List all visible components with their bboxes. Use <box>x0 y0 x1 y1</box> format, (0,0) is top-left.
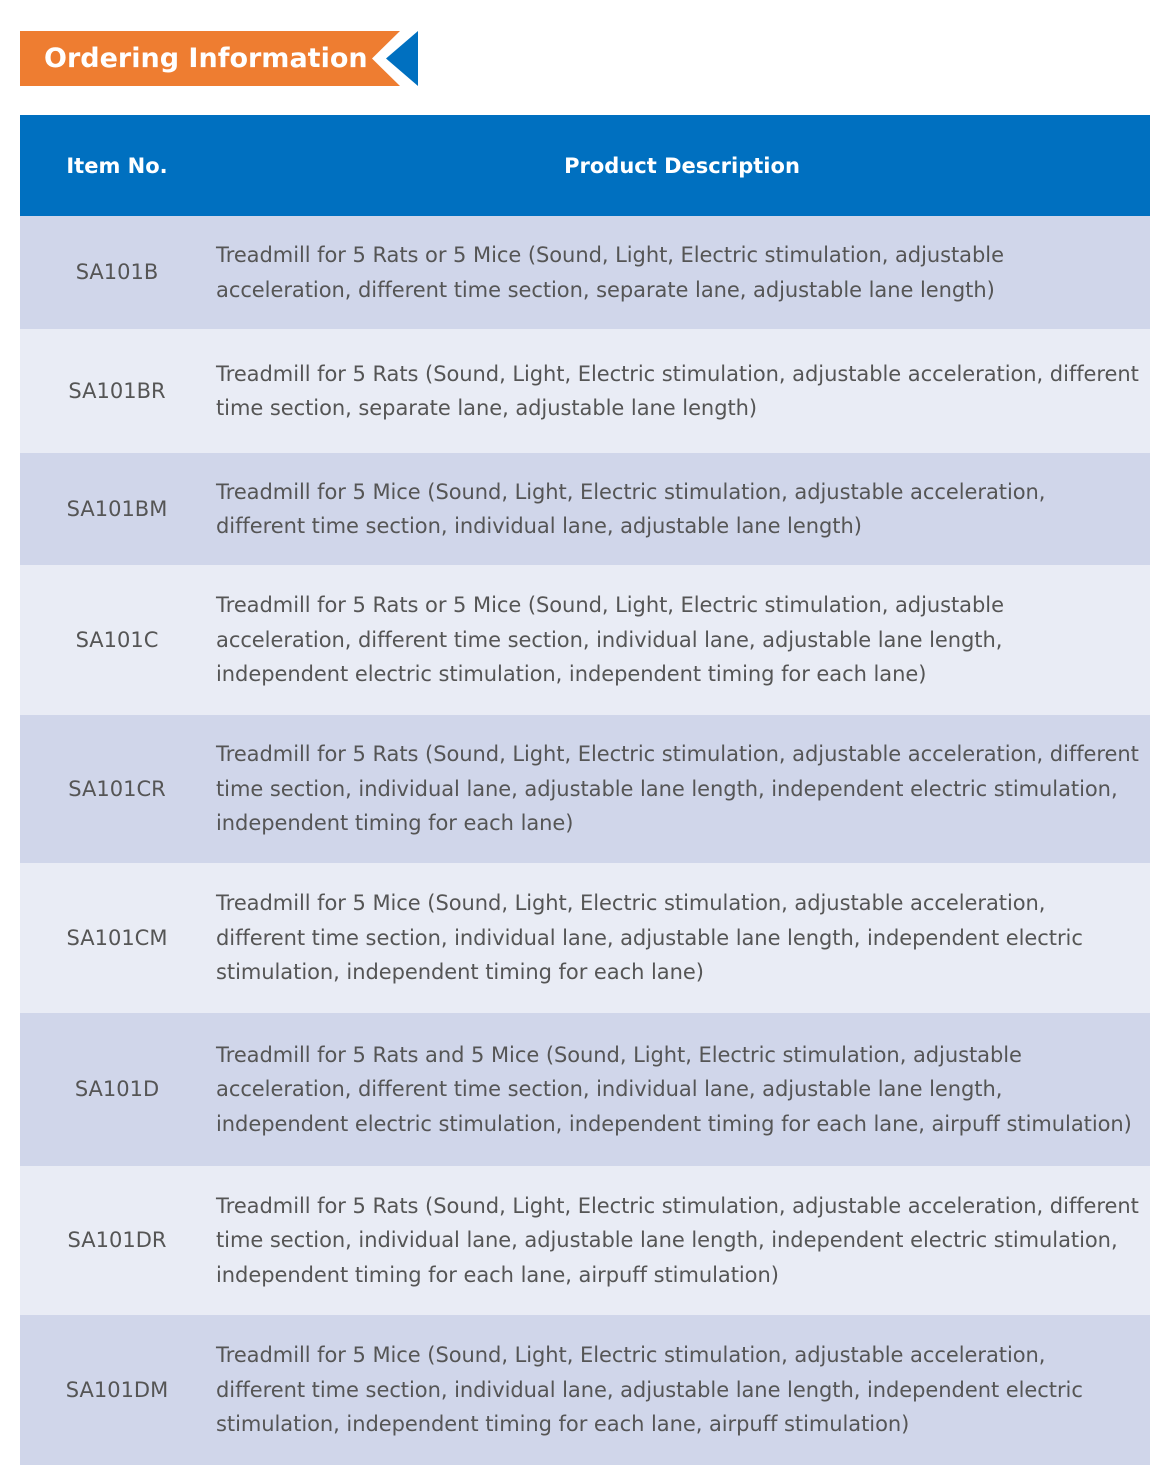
item-number: SA101D <box>20 1013 214 1166</box>
product-description: Treadmill for 5 Rats (Sound, Light, Electric stimulation, adjustable acceleration, different time section, separate lane, adjustable lane length) <box>214 329 1150 453</box>
item-number: SA101DM <box>20 1315 214 1465</box>
table-row <box>20 453 1150 565</box>
item-number: SA101BM <box>20 453 214 565</box>
column-header-description: Product Description <box>214 115 1150 216</box>
page-title: Ordering Information <box>44 43 368 74</box>
table-row <box>20 715 1150 863</box>
table-row <box>20 1013 1150 1166</box>
product-description: Treadmill for 5 Rats and 5 Mice (Sound, Light, Electric stimulation, adjustable acceleration, different time section, individual lane, adjustable lane length, independent electric stimulation, independent timing for each lane, airpuff stimulation) <box>214 1013 1150 1166</box>
table-row <box>20 565 1150 715</box>
table-row <box>20 863 1150 1013</box>
product-description: Treadmill for 5 Rats or 5 Mice (Sound, Light, Electric stimulation, adjustable acceleration, different time section, separate lane, adjustable lane length) <box>214 216 1150 329</box>
product-description: Treadmill for 5 Rats (Sound, Light, Electric stimulation, adjustable acceleration, different time section, individual lane, adjustable lane length, independent electric stimulation, independent timing for each lane, airpuff stimulation) <box>214 1166 1150 1315</box>
product-description: Treadmill for 5 Mice (Sound, Light, Electric stimulation, adjustable acceleration, different time section, individual lane, adjustable lane length, independent electric stimulation, independent timing for each lane) <box>214 863 1150 1013</box>
column-header-item-no: Item No. <box>20 115 214 216</box>
section-banner <box>20 31 420 86</box>
product-description: Treadmill for 5 Rats (Sound, Light, Electric stimulation, adjustable acceleration, different time section, individual lane, adjustable lane length, independent electric stimulation, independent timing for each lane) <box>214 715 1150 863</box>
item-number: SA101B <box>20 216 214 329</box>
table-header-row <box>20 115 1150 216</box>
item-number: SA101CR <box>20 715 214 863</box>
table-row <box>20 1166 1150 1315</box>
product-description: Treadmill for 5 Mice (Sound, Light, Electric stimulation, adjustable acceleration, different time section, individual lane, adjustable lane length) <box>214 453 1150 565</box>
item-number: SA101C <box>20 565 214 715</box>
item-number: SA101BR <box>20 329 214 453</box>
ordering-table <box>20 115 1150 1465</box>
table-row <box>20 216 1150 329</box>
product-description: Treadmill for 5 Rats or 5 Mice (Sound, Light, Electric stimulation, adjustable acceleration, different time section, individual lane, adjustable lane length, independent electric stimulation, independent timing for each lane) <box>214 565 1150 715</box>
product-description: Treadmill for 5 Mice (Sound, Light, Electric stimulation, adjustable acceleration, different time section, individual lane, adjustable lane length, independent electric stimulation, independent timing for each lane, airpuff stimulation) <box>214 1315 1150 1465</box>
table-row <box>20 1315 1150 1465</box>
table-row <box>20 329 1150 453</box>
item-number: SA101CM <box>20 863 214 1013</box>
item-number: SA101DR <box>20 1166 214 1315</box>
